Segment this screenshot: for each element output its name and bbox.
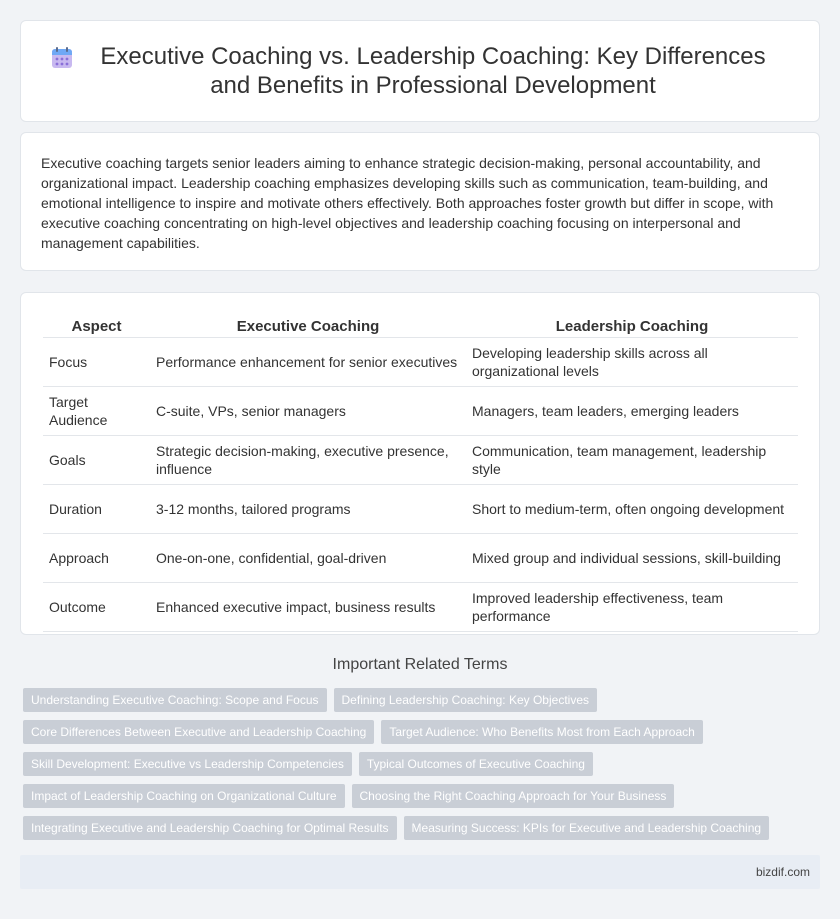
row-aspect: Goals [43,436,150,485]
table-row [43,338,798,387]
page-title: Executive Coaching vs. Leadership Coaching: Key Differences and Benefits in Professional Development [100,43,766,99]
row-executive: C-suite, VPs, senior managers [150,387,466,436]
comparison-table [43,315,798,632]
row-executive: One-on-one, confidential, goal-driven [150,534,466,583]
related-terms-title: Important Related Terms [332,656,508,673]
row-executive: Strategic decision-making, executive presence, influence [150,436,466,485]
row-leadership: Managers, team leaders, emerging leaders [466,387,798,436]
row-aspect: Outcome [43,583,150,632]
title-card [20,20,820,122]
related-tag[interactable]: Skill Development: Executive vs Leadership Competencies [23,752,352,776]
table-row [43,436,798,485]
related-tag[interactable]: Understanding Executive Coaching: Scope and Focus [23,688,327,712]
related-tag[interactable]: Choosing the Right Coaching Approach for Your Business [352,784,675,808]
footer-site[interactable]: bizdif.com [755,865,810,879]
row-executive: Performance enhancement for senior executives [150,338,466,387]
summary-text: Executive coaching targets senior leaders aiming to enhance strategic decision-making, personal accountability, and organizational impact. Leadership coaching emphasizes developing skills such as communication, team-building, and emotional intelligence to inspire and motivate others effectively. Both approaches foster growth but differ in scope, with executive coaching concentrating on high-level objectives and leadership coaching focusing on interpersonal and management capabilities. [41,155,774,251]
related-tag[interactable]: Impact of Leadership Coaching on Organizational Culture [23,784,345,808]
table-row [43,534,798,583]
header-leadership: Leadership Coaching [466,315,798,338]
row-leadership: Mixed group and individual sessions, skill-building [466,534,798,583]
header-aspect: Aspect [43,315,150,338]
table-row [43,387,798,436]
comparison-table-card [20,292,820,635]
related-terms-tags [23,688,823,848]
related-tag[interactable]: Measuring Success: KPIs for Executive and Leadership Coaching [404,816,770,840]
summary-card [20,132,820,271]
table-row [43,485,798,534]
related-tag[interactable]: Typical Outcomes of Executive Coaching [359,752,593,776]
table-header-row [43,315,798,338]
row-leadership: Communication, team management, leadership style [466,436,798,485]
row-aspect: Duration [43,485,150,534]
row-leadership: Improved leadership effectiveness, team performance [466,583,798,632]
related-tag[interactable]: Core Differences Between Executive and Leadership Coaching [23,720,374,744]
calendar-icon [51,47,73,69]
row-leadership: Short to medium-term, often ongoing development [466,485,798,534]
row-leadership: Developing leadership skills across all organizational levels [466,338,798,387]
footer [20,855,820,889]
row-aspect: Target Audience [43,387,150,436]
row-aspect: Focus [43,338,150,387]
related-tag[interactable]: Target Audience: Who Benefits Most from Each Approach [381,720,703,744]
row-executive: Enhanced executive impact, business results [150,583,466,632]
table-row [43,583,798,632]
header-executive: Executive Coaching [150,315,466,338]
related-tag[interactable]: Defining Leadership Coaching: Key Objectives [334,688,597,712]
row-aspect: Approach [43,534,150,583]
related-tag[interactable]: Integrating Executive and Leadership Coaching for Optimal Results [23,816,397,840]
row-executive: 3-12 months, tailored programs [150,485,466,534]
